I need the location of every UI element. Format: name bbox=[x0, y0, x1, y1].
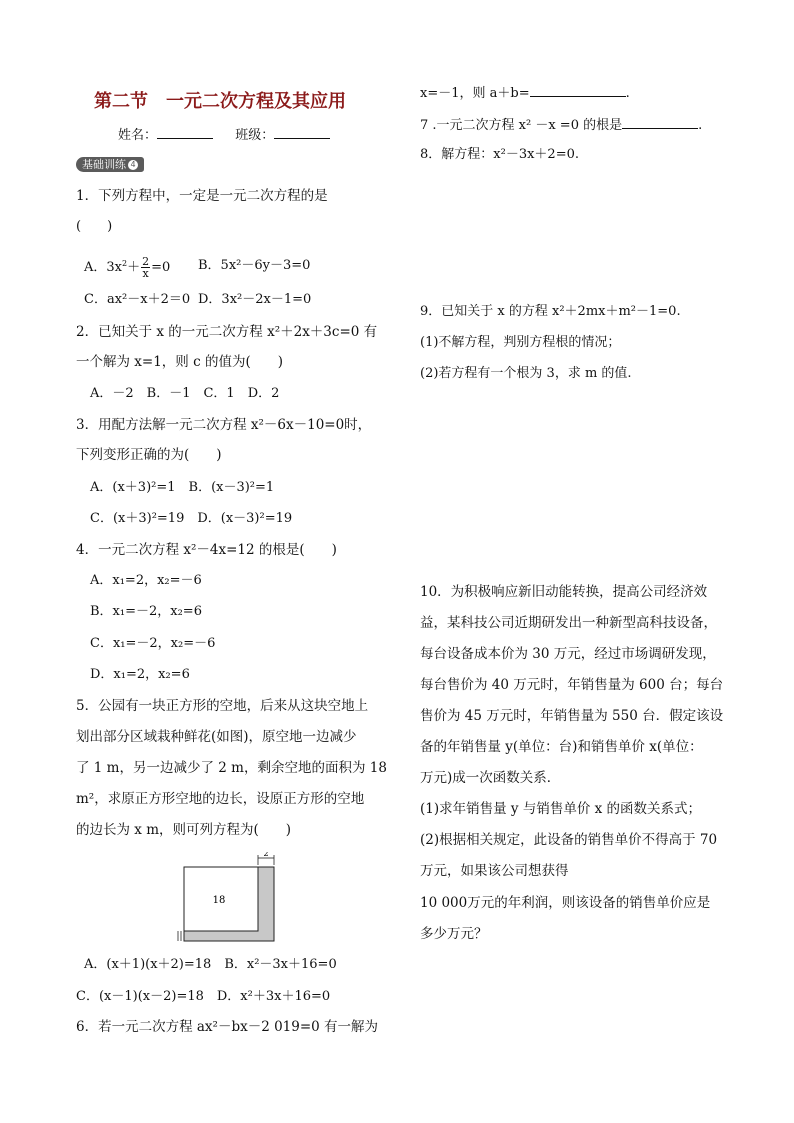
q3-line2: 下列变形正确的为( ) bbox=[76, 447, 222, 463]
q3-options-ab: A．(x＋3)²=1 B．(x－3)²=1 bbox=[90, 480, 275, 495]
q10-line1: 10．为积极响应新旧动能转换，提高公司经济效 bbox=[420, 584, 708, 600]
q10-line12: 多少万元？ bbox=[420, 926, 488, 942]
page-title bbox=[94, 87, 346, 113]
q3-options-cd: C．(x＋3)²=19 D．(x－3)²=19 bbox=[90, 511, 293, 526]
q10-line2: 益，某科技公司近期研发出一种新型高科技设备， bbox=[420, 615, 717, 631]
name-label: 姓名： bbox=[118, 128, 158, 143]
q1-option-a: A．$3x^2+$ $\frac{2}{x}$ =0 bbox=[84, 255, 171, 280]
badge-number: 4 bbox=[128, 160, 138, 170]
student-info bbox=[118, 126, 330, 144]
name-blank[interactable] bbox=[157, 126, 213, 139]
q1-option-c: C．ax²－x＋2＝0 bbox=[84, 292, 191, 307]
q5-line4: m²，求原正方形空地的边长，设原正方形的空地 bbox=[76, 791, 365, 807]
q9-line1: 9．已知关于 x 的方程 x²＋2mx＋m²－1=0. bbox=[420, 304, 681, 319]
q9-line2: (1)不解方程，判别方程根的情况； bbox=[420, 335, 621, 350]
q10-line4: 每台售价为 40 万元时，年销售量为 600 台；每台 bbox=[420, 677, 724, 693]
q5-line2: 划出部分区域栽种鲜花(如图)，原空地一边减少 bbox=[76, 729, 357, 745]
q10-line9: (2)根据相关规定，此设备的销售单价不得高于 70 bbox=[420, 832, 718, 848]
square-plot-figure bbox=[176, 852, 280, 944]
q1-stem: 1．下列方程中，一定是一元二次方程的是 bbox=[76, 188, 328, 204]
q4-option-d: D．x₁=2，x₂=6 bbox=[90, 667, 190, 682]
q1-option-b: B．5x²－6y－3=0 bbox=[198, 258, 311, 273]
q10-line11: 10 000万元的年利润，则该设备的销售单价应是 bbox=[420, 895, 711, 911]
q10-line3: 每台设备成本价为 30 万元，经过市场调研发现， bbox=[420, 646, 716, 662]
q3-line1: 3．用配方法解一元二次方程 x²－6x－10=0时， bbox=[76, 417, 372, 433]
q4-option-a: A．x₁=2，x₂=－6 bbox=[90, 573, 202, 588]
q5-line3: 了 1 m，另一边减少了 2 m，剩余空地的面积为 18 bbox=[76, 760, 387, 776]
q6-line1: 6．若一元二次方程 ax²－bx－2 019=0 有一解为 bbox=[76, 1019, 379, 1035]
q4-line1: 4．一元二次方程 x²－4x=12 的根是( ) bbox=[76, 542, 337, 558]
q7: 7 .一元二次方程 x² －x =0 的根是 . bbox=[420, 118, 703, 133]
q10-line5: 售价为 45 万元时，年销售量为 550 台．假定该设 bbox=[420, 708, 724, 724]
q10-line7: 万元)成一次函数关系． bbox=[420, 770, 561, 786]
section-title: 一元二次方程及其应用 bbox=[166, 91, 346, 112]
q7-answer-blank[interactable] bbox=[622, 116, 698, 129]
q2-line2: 一个解为 x=1，则 c 的值为( ) bbox=[76, 354, 283, 370]
section-badge: 基础训练 4 bbox=[76, 157, 144, 172]
q4-option-c: C．x₁=－2，x₂=－6 bbox=[90, 636, 216, 651]
q5-options-cd: C．(x－1)(x－2)=18 D．x²＋3x＋16=0 bbox=[76, 989, 331, 1004]
q8: 8．解方程：x²－3x＋2=0. bbox=[420, 147, 579, 162]
q6-line2: x=－1，则 a＋b= . bbox=[420, 86, 630, 101]
class-blank[interactable] bbox=[274, 126, 330, 139]
q10-line8: (1)求年销售量 y 与销售单价 x 的函数关系式； bbox=[420, 801, 702, 817]
q5-line5: 的边长为 x m，则可列方程为( ) bbox=[76, 822, 292, 838]
class-label: 班级： bbox=[235, 128, 275, 143]
q5-line1: 5．公园有一块正方形的空地，后来从这块空地上 bbox=[76, 698, 369, 714]
q1-option-d: D．3x²－2x－1=0 bbox=[198, 292, 312, 307]
q4-option-b: B．x₁=－2，x₂=6 bbox=[90, 604, 202, 619]
q6-answer-blank[interactable] bbox=[530, 84, 626, 97]
section-label: 第二节 bbox=[94, 91, 148, 112]
q5-options-ab: A．(x＋1)(x＋2)=18 B．x²－3x＋16=0 bbox=[84, 957, 337, 972]
fraction: $\frac{2}{x}$ bbox=[142, 255, 150, 280]
q2-line1: 2．已知关于 x 的一元二次方程 x²＋2x＋3c=0 有 bbox=[76, 324, 378, 340]
q10-line6: 备的年销售量 y(单位：台)和销售单价 x(单位： bbox=[420, 739, 703, 755]
q10-line10: 万元，如果该公司想获得 bbox=[420, 863, 569, 879]
q9-line3: (2)若方程有一个根为 3，求 m 的值. bbox=[420, 366, 632, 381]
q1-paren: ( ) bbox=[76, 219, 113, 234]
figure-area-label: 18 bbox=[212, 895, 226, 906]
figure-top-label: 2 bbox=[263, 852, 269, 858]
q2-options: A．－2 B．－1 C．1 D．2 bbox=[90, 386, 280, 401]
